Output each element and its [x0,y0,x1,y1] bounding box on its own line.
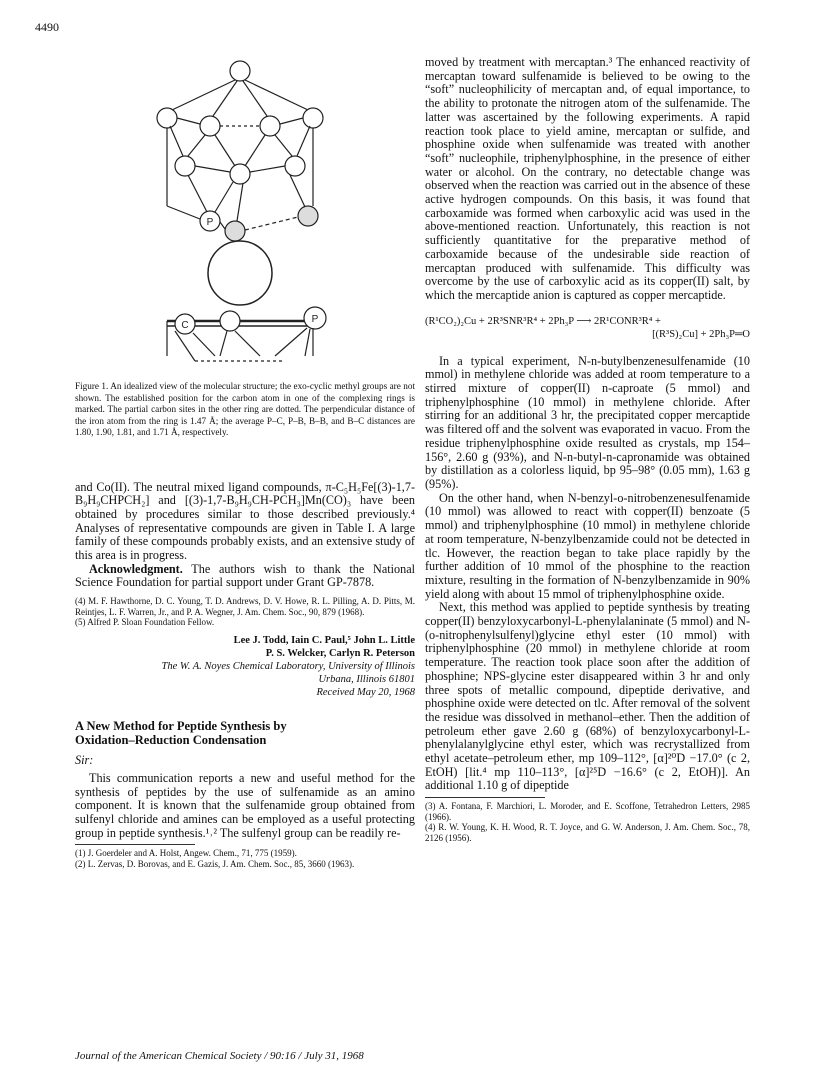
right-paragraph-4: Next, this method was applied to peptide synthesis by treating copper(II) benzyloxycarbonyl-L-phenylalaninate (5 mmol) and N-(o-nitrophenylsulfenyl)glycine ethyl ester (10 mmol) with triphenylphosphine (20 mmol) in methylene chloride at room temperature. The reaction took place soon after the addition of phosphine; NPS-glycine ester disappeared within 3 hr and only three spots of metallic compound, dipeptide derivative, and phosphine oxide were detected on tlc. After removal of the solvent the residue was dissolved in methanol–ether. Then the addition of petroleum ether gave 2.60 g (68%) of benzyloxycarbonyl-L-phenylalanylglycine ethyl ester, which was recrystallized from ethyl acetate–petroleum ether, mp 109–112°, [α]²⁰D −17.0° (c 2, EtOH) [lit.⁴ mp 110–113°, [α]²⁵D −16.6° (c 2, EtOH)]. An additional 1.10 g of dipeptide [425,600,750,793]
right-paragraph-1: moved by treatment with mercaptan.³ The enhanced reactivity of mercaptan toward sulfenamide is believed to be owing to the “soft” nucleophilicity of mercaptan and, of equal importance, to the ability to protonate the nitrogen atom of the sulfenamide. The latter was ascertained by the following experiments. A rapid reaction took place to yield amine, mercaptan or sulfide, and phosphine oxide when sulfenamide was treated with another “soft” nucleophile, triphenylphosphine, in the presence of either water or alcohol. On the contrary, no detectable change was observed when the reaction was carried out in the absence of these active hydrogen compounds. On this basis, it was found that carboxamide was formed when carboxylic acid was used in the above-mentioned reaction. Unfortunately, this reaction is not sufficiently quantitative for the preparative method of carboxamide because of the undesirable side reaction of mercaptan produced with sulfenamide. This difficulty was overcome by the use of carboxylic acid as its copper(II) salt, by which the mercaptide anion is captured as copper mercaptide. [425,55,750,302]
reaction-equation [425,315,750,341]
author-block [75,634,415,699]
authors-line-1: Lee J. Todd, Iain C. Paul,⁵ John L. Little [233,634,415,646]
footnote-rule-right [425,797,545,798]
journal-footer: Journal of the American Chemical Society / 90:16 / July 31, 1968 [75,1050,364,1062]
article-title-line-1: A New Method for Peptide Synthesis by [75,718,287,733]
figure-caption: Figure 1. An idealized view of the molecular structure; the exo-cyclic methyl groups are not shown. The established position for the carbon atom in one of the complexing rings is marked. The partial carbon sites in the other ring are dotted. The perpendicular distance of the iron atom from the ring is 1.47 Å; the average P–C, P–B, B–B, and B–C distances are 1.80, 1.90, 1.81, and 1.71 Å, respectively. [75,381,415,437]
footnote-5: (5) Alfred P. Sloan Foundation Fellow. [75,617,215,628]
atom-label-c-lower: C [181,320,189,331]
equation-line-2: [(R³S)₂Cu] + 2Ph₃P═O [652,328,750,340]
equation-line-1: (R¹CO₂)₂Cu + 2R³SNR³R⁴ + 2Ph₃P ⟶ 2R¹CONR³R⁴ + [425,315,661,327]
footnote-3: (3) A. Fontana, F. Marchiori, L. Moroder, and E. Scoffone, Tetrahedron Letters, 2985 (1966). [425,801,750,822]
salutation: Sir: [75,752,94,767]
acknowledgment [75,563,415,590]
acknowledgment-heading: Acknowledgment. [89,561,183,576]
footnote-4-left: (4) M. F. Hawthorne, D. C. Young, T. D. Andrews, D. V. Howe, R. L. Pilling, A. D. Pitts, M. Reintjes, L. F. Warren, Jr., and P. A. Wegner, J. Am. Chem. Soc., 90, 879 (1968). [75,596,415,617]
affiliation-line-1: The W. A. Noyes Chemical Laboratory, University of Illinois [161,660,415,672]
right-paragraph-2: In a typical experiment, N-n-butylbenzenesulfenamide (10 mmol) in methylene chloride was added at room temperature to a stirred mixture of copper(II) n-caproate (5 mmol) and triphenylphosphine (10 mmol) in methylene chloride. After stirring for an additional 3 hr, the precipitated copper mercaptide was filtered off and the solvent was evaporated in vacuo. From the residue triphenylphosphine oxide resulted as crystals, mp 154–156°, 2.60 g (93%), and N-n-butyl-n-capronamide was obtained by distillation as a colorless liquid, bp 95–98° (0.05 mm), 1.63 g (95%). [425,353,750,491]
footnote-2: (2) L. Zervas, D. Borovas, and E. Gazis, J. Am. Chem. Soc., 85, 3660 (1963). [75,859,355,870]
received-date: Received May 20, 1968 [316,686,415,698]
right-column [425,56,750,844]
left-column [75,56,415,870]
footnote-4-right: (4) R. W. Young, K. H. Wood, R. T. Joyce, and G. W. Anderson, J. Am. Chem. Soc., 78, 2126 (1956). [425,822,750,843]
atom-label-p-upper: P [206,217,214,228]
right-paragraph-3: On the other hand, when N-benzyl-o-nitrobenzenesulfenamide (10 mmol) was allowed to react with copper(II) benzoate (5 mmol) and triphenylphosphine (10 mmol) in methylene chloride at room temperature, N-benzylbenzamide could not be detected in tlc. However, the reaction began to take place rapidly by the further addition of 10 mmol of the phosphine to the reaction mixture, resulting in the formation of N-benzylbenzamide in 90% yield along with about 15 mmol of triphenylphosphine oxide. [425,490,750,601]
footnote-rule [75,844,195,845]
molecular-structure-figure [75,56,415,381]
article-title-line-2: Oxidation–Reduction Condensation [75,732,267,747]
affiliation-line-2: Urbana, Illinois 61801 [318,673,415,685]
authors-line-2: P. S. Welcker, Carlyn R. Peterson [265,647,415,659]
page-number: 4490 [35,20,59,34]
left-paragraph-2: This communication reports a new and useful method for the synthesis of peptides by the use of sulfenamide as an amino component. It is known that the sulfenamide group obtained from sulfenyl chloride and amines can be employed as a useful protecting group in peptide synthesis.¹˒² The sulfenyl group can be readily re- [75,770,415,840]
footnote-1: (1) J. Goerdeler and A. Holst, Angew. Chem., 71, 775 (1959). [75,848,297,859]
figure-drawing [75,56,415,381]
article-title [75,719,415,747]
left-paragraph-1: and Co(II). The neutral mixed ligand compounds, π-C₅H₅Fe[(3)-1,7-B₉H₉CHPCH₂] and [(3)-1,7-B₉H₉CH-PCH₃]Mn(CO)₃ have been obtained by procedures similar to those described previously.⁴ Analyses of representative compounds are given in Table I. A large family of these compounds probably exists, and an extensive study of this area is in progress. [75,479,415,563]
acknowledgment-text: The authors wish to thank the National Science Foundation for partial support under Grant GP-7878. [75,561,415,590]
atom-label-p-lower: P [311,314,319,325]
